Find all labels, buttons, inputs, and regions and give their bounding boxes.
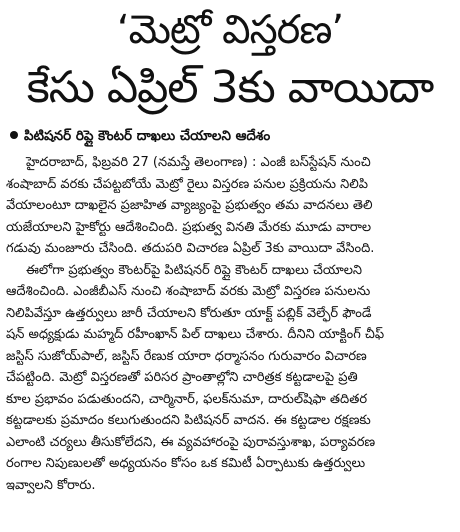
body-line: కట్టడాలకు ప్రమాదం కలుగుతుందని పిటిషనర్ వాదన. ఈ కట్టడాల రక్షణకు — [6, 413, 371, 428]
body-line: హైదరాబాద్, ఫిబ్రవరి 27 (నమస్తే తెలంగాణ) : ఎంజీ బస్‌స్టేషన్ నుంచి — [26, 155, 371, 170]
body-line: కూల ప్రభావం పడుతుందని, చార్మినార్, ఫలక్‌నుమా, దారుల్‌షిఫా తదితర — [6, 391, 368, 407]
headline-line-2: కేసు ఏప్రిల్ 3కు వాయిదా — [26, 62, 434, 113]
subheadline-text: పిటిషనర్ రిప్లై కౌంటర్ దాఖలు చేయాలని ఆదేశం — [24, 128, 271, 144]
body-line: వేయాలంటూ దాఖలైన ప్రజాహిత వ్యాజ్యంపై ప్రభుత్వం తమ వాదనలు తెలి — [6, 198, 373, 213]
body-line: నిలిపివేస్తూ ఉత్తర్వులు జారీ చేయాలని కోరుతూ యాక్ట్ పబ్లిక్ వెల్ఫేర్ ఫౌండే — [6, 305, 372, 321]
body-line: రంగాల నిపుణులతో అధ్యయనం కోసం ఒక కమిటీ ఏర్పాటుకు ఉత్తర్వులు — [6, 456, 366, 471]
body-line: యజేయాలని హైకోర్టు ఆదేశించింది. ప్రభుత్వ వినతి మేరకు మూడు వారాల — [6, 219, 372, 235]
body-line: ఎలాంటి చర్యలు తీసుకోలేదని, ఈ వ్యవహారంపై పురావస్తుశాఖ, పర్యావరణ — [6, 434, 376, 450]
headline-line-1: ‘మెట్రో విస్తరణ’ — [116, 7, 344, 53]
subheadline — [10, 125, 455, 147]
body-line: శంషాబాద్ వరకు చేపట్టబోయే మెట్రో రైలు విస్తరణ పనుల ప్రక్రియను నిలిపి — [6, 176, 368, 192]
body-line: జస్టిస్ సుజోయ్‌పాల్, జస్టిస్ రేణుక యారా ధర్మాసనం గురువారం విచారణ — [6, 348, 367, 364]
body-line: ఆదేశించింది. ఎంజీబీఎస్ నుంచి శంషాబాద్ వరకు మెట్రో విస్తరణ పనులను — [6, 284, 371, 299]
body-line: షన్ అధ్యక్షుడు మహ్మద్ రహీంఖాన్ పిల్ దాఖలు చేశారు. దీనిని యాక్టింగ్ చీఫ్ — [6, 327, 385, 342]
body-line: ఇవ్వాలని కోరారు. — [6, 477, 96, 493]
body-line: ఈలోగా ప్రభుత్వం కౌంటర్‌పై పిటిషనర్ రిప్లై కౌంటర్ దాఖలు చేయాలని — [26, 262, 363, 278]
article-body — [6, 152, 456, 496]
bullet-icon — [10, 131, 18, 139]
body-line: చేపట్టింది. మెట్రో విస్తరణతో పరిసర ప్రాంతాల్లోని చారిత్రక కట్టడాలపై ప్రతి — [6, 370, 358, 385]
body-line: గడువు మంజూరు చేసింది. తదుపరి విచారణ ఏప్రిల్ 3కు వాయిదా వేసింది. — [6, 241, 375, 256]
